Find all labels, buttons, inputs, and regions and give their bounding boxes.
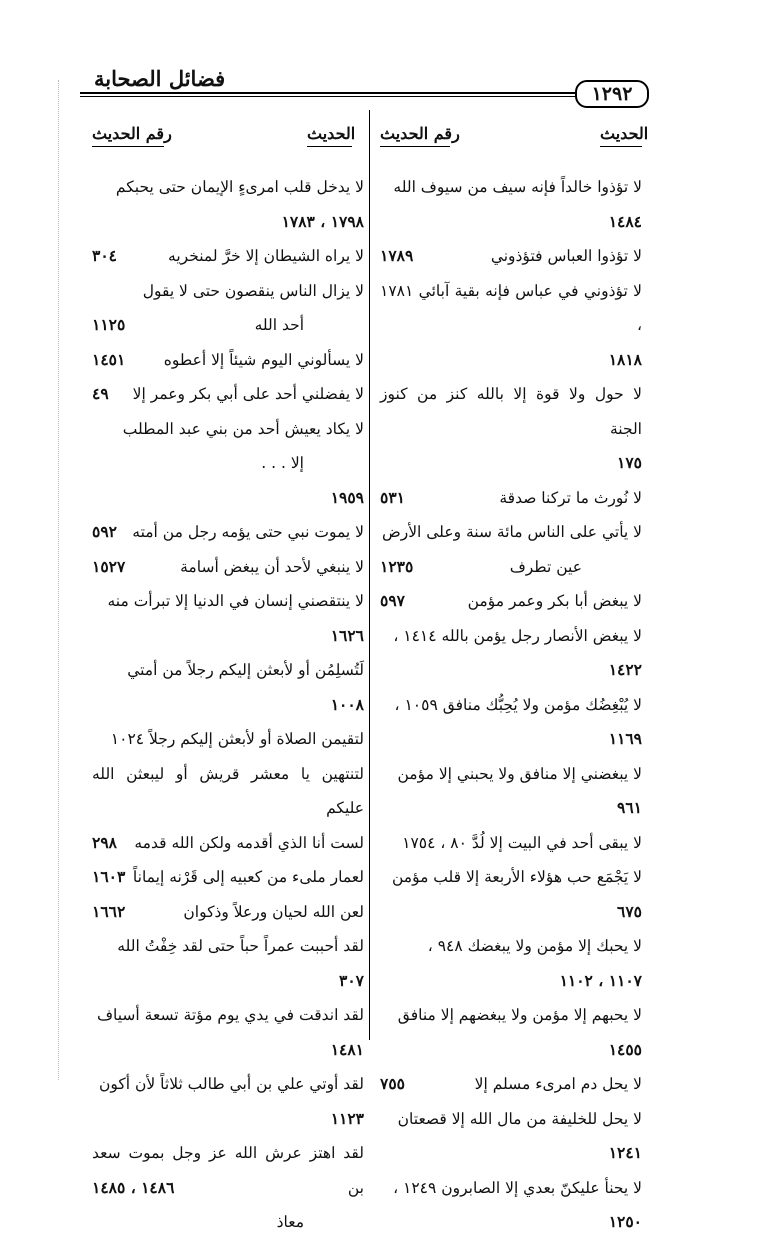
list-item: لست أنا الذي أقدمه ولكن الله قدمه ٢٩٨ <box>92 832 364 852</box>
right-column <box>380 170 642 1240</box>
list-item: لا يحبك إلا مؤمن ولا يبغضك ٩٤٨ ، ١١٠٧ ، ١١٠٢ <box>427 937 642 990</box>
list-item: لا يبغضني إلا منافق ولا يحبني إلا مؤمن ٩٦١ <box>397 764 642 817</box>
list-item: لا ينبغي لأحد أن يبغض أسامة ١٥٢٧ <box>92 556 364 576</box>
list-item: لقد أوتي علي بن أبي طالب ثلاثاً لأن أكون ١١٢٣ <box>99 1075 364 1128</box>
list-item: لتقيمن الصلاة أو لأبعثن إليكم رجلاً ١٠٢٤ <box>110 730 364 748</box>
list-item: لا يسألوني اليوم شيئاً إلا أعطوه ١٤٥١ <box>92 349 364 369</box>
list-item: لا يحبهم إلا مؤمن ولا يبغضهم إلا منافق ١٤٥٥ <box>397 1006 642 1059</box>
right-hadith-underline <box>600 146 642 147</box>
column-divider <box>369 110 370 1040</box>
left-hadith-underline <box>307 146 352 147</box>
list-item: لا يحنأ عليكنّ بعدي إلا الصابرون ١٢٤٩ ، ١٢٥٠ <box>393 1178 642 1231</box>
list-item: لا تؤذوا خالداً فإنه سيف من سيوف الله ١٤٨٤ <box>393 178 642 231</box>
list-item: لعن الله لحيان ورعلاً وذكوان ١٦٦٢ <box>92 901 364 921</box>
list-item: لا يراه الشيطان إلا خرَّ لمنخريه ٣٠٤ <box>92 246 364 265</box>
header-rule <box>80 92 580 97</box>
right-hadith-header: الحديث <box>600 124 649 143</box>
list-item: لا يبقى أحد في البيت إلا لُدَّ ٨٠ ، ١٧٥٤ <box>402 833 642 852</box>
list-item: لعمار ملىء من كعبيه إلى قَرْنه إيماناً ١٦٠٣ <box>92 867 364 886</box>
right-number-underline <box>380 146 450 147</box>
gutter-dots <box>58 80 59 1080</box>
page-number: ١٢٩٢ <box>575 80 649 108</box>
left-number-underline <box>92 146 164 147</box>
list-item: لا يموت نبي حتى يؤمه رجل من أمته ٥٩٢ <box>92 522 364 541</box>
list-item: لا ينتقصني إنسان في الدنيا إلا تبرأت منه ١٦٢٦ <box>107 592 364 645</box>
list-item: لا يكاد يعيش أحد من بني عبد المطلب إلا . . . ١٩٥٩ <box>122 419 364 507</box>
list-item: لا يُبْغِضُك مؤمن ولا يُحِبُّك منافق ١٠٥٩ ، ١١٦٩ <box>394 695 642 748</box>
list-item: لتنتهين يا معشر قريش أو ليبعثن الله عليكم <box>92 764 364 817</box>
list-item: لا يدخل قلب امرىءٍ الإيمان حتى يحبكم ١٧٩٨ ، ١٧٨٣ <box>115 178 364 231</box>
list-item: لقد اهتز عرش الله عز وجل بموت سعد بن معاذ ١٤٨٦ ، ١٤٨٥ <box>92 1144 364 1231</box>
list-item: لقد اندقت في يدي يوم مؤتة تسعة أسياف ١٤٨١ <box>96 1006 364 1059</box>
book-title: فضائل الصحابة <box>94 66 226 91</box>
list-item: لا يبغض الأنصار رجل يؤمن بالله ١٤١٤ ، ١٤٢٢ <box>393 626 642 679</box>
list-item: لا يفضلني أحد على أبي بكر وعمر إلا ٤٩ <box>92 384 364 403</box>
list-item: لا حول ولا قوة إلا بالله كنز من كنوز الجنة ١٧٥ <box>380 385 642 472</box>
list-item: لا يحل دم امرىء مسلم إلا ٧٥٥ <box>380 1074 642 1093</box>
list-item: لا تؤذوني في عباس فإنه بقية آبائي ١٧٨١ ، ١٨١٨ <box>380 281 642 369</box>
list-item: لَتُسلِمُن أو لأبعثن إليكم رجلاً من أمتي ١٠٠٨ <box>127 661 364 714</box>
left-column <box>92 170 364 1240</box>
left-hadith-header: الحديث <box>307 124 356 143</box>
list-item: لا يزال الناس ينقصون حتى لا يقول أحد الله ١١٢٥ <box>92 281 364 334</box>
list-item: لا يبغض أبا بكر وعمر مؤمن ٥٩٧ <box>380 591 642 610</box>
left-number-header: رقم الحديث <box>92 124 172 143</box>
list-item: لا يأتي على الناس مائة سنة وعلى الأرض عين تطرف ١٢٣٥ <box>380 523 642 576</box>
list-item: لا يحل للخليفة من مال الله إلا قصعتان ١٢٤١ <box>397 1109 642 1162</box>
right-number-header: رقم الحديث <box>380 124 460 143</box>
list-item: لا تؤذوا العباس فتؤذوني ١٧٨٩ <box>380 246 642 265</box>
list-item: لا يَجْمَع حب هؤلاء الأربعة إلا قلب مؤمن ٦٧٥ <box>391 868 642 921</box>
list-item: لا نُورث ما تركنا صدقة ٥٣١ <box>380 487 642 507</box>
list-item: لقد أحببت عمراً حباً حتى لقد خِفْتُ الله ٣٠٧ <box>117 937 364 990</box>
